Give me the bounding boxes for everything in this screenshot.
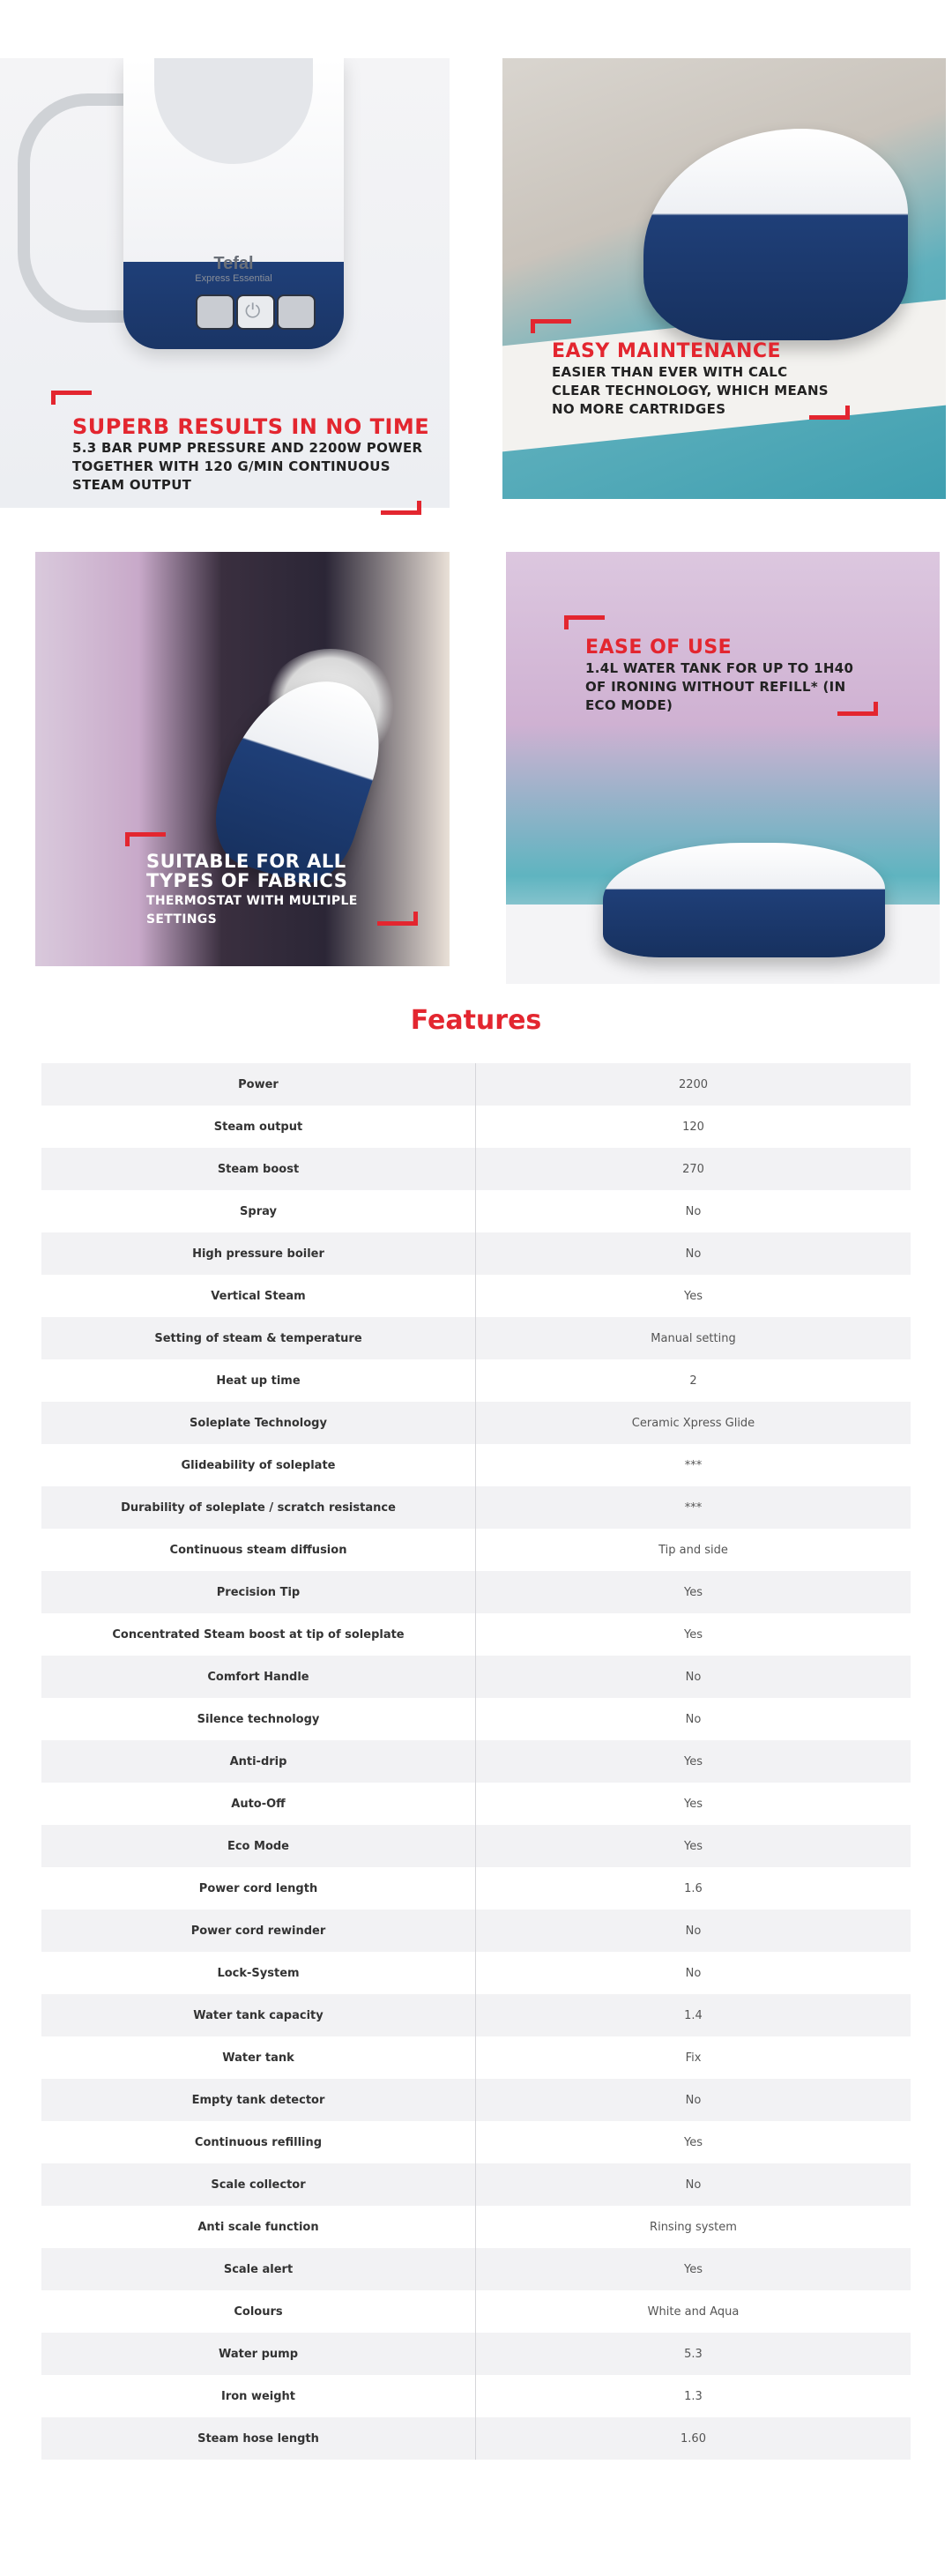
features-heading: Features xyxy=(410,1005,542,1036)
feature-value: Manual setting xyxy=(651,1331,736,1345)
feature-name: High pressure boiler xyxy=(41,1232,476,1275)
table-row xyxy=(41,1232,911,1275)
feature-value: Yes xyxy=(684,2262,703,2276)
table-row xyxy=(41,1317,911,1359)
table-row xyxy=(41,1444,911,1486)
power-button xyxy=(236,294,275,330)
feature-value: 1.60 xyxy=(681,2431,706,2446)
feature-value: 1.6 xyxy=(684,1881,703,1895)
feature-value: 270 xyxy=(682,1162,704,1176)
feature-value: *** xyxy=(684,1500,703,1515)
table-row xyxy=(41,1994,911,2036)
feature-name: Water pump xyxy=(41,2333,476,2375)
steam-station-image xyxy=(603,843,885,957)
panel-1-title: SUPERB RESULTS IN NO TIME xyxy=(72,414,430,439)
table-row xyxy=(41,1402,911,1444)
bracket-bottom-right xyxy=(837,702,878,716)
feature-name: Power cord length xyxy=(41,1867,476,1910)
feature-name: Steam output xyxy=(41,1106,476,1148)
control-button-right xyxy=(277,294,316,330)
table-row xyxy=(41,1571,911,1613)
table-row xyxy=(41,1063,911,1106)
feature-name: Concentrated Steam boost at tip of soleplate xyxy=(41,1613,476,1656)
feature-name: Anti-drip xyxy=(41,1740,476,1783)
model-label: Express Essential xyxy=(195,273,272,284)
table-row xyxy=(41,1740,911,1783)
table-row xyxy=(41,1148,911,1190)
table-row xyxy=(41,1656,911,1698)
table-row xyxy=(41,1613,911,1656)
bracket-top-left xyxy=(51,391,92,405)
feature-value: Rinsing system xyxy=(650,2220,737,2234)
panel-1-text: 5.3 BAR PUMP PRESSURE AND 2200W POWER TOGETHER WITH 120 G/MIN CONTINUOUS STEAM OUTPUT xyxy=(72,440,423,493)
feature-value: Yes xyxy=(684,1754,703,1768)
table-row xyxy=(41,2163,911,2206)
brand-logo: Tefal xyxy=(213,254,254,273)
feature-value: 2200 xyxy=(678,1077,709,1091)
feature-value: *** xyxy=(684,1458,703,1472)
control-button-left xyxy=(196,294,234,330)
feature-value: No xyxy=(685,2178,702,2192)
table-row xyxy=(41,2121,911,2163)
panel-3-title: SUITABLE FOR ALL TYPES OF FABRICS xyxy=(146,851,348,891)
feature-name: Setting of steam & temperature xyxy=(41,1317,476,1359)
panel-easy-maintenance xyxy=(502,58,946,499)
table-row xyxy=(41,2333,911,2375)
features-table xyxy=(41,1063,911,2460)
table-row xyxy=(41,1106,911,1148)
feature-name: Anti scale function xyxy=(41,2206,476,2248)
panel-2-text: EASIER THAN EVER WITH CALC CLEAR TECHNOLOGY, WHICH MEANS NO MORE CARTRIDGES xyxy=(552,364,829,417)
feature-name: Colours xyxy=(41,2290,476,2333)
panel-4-title: EASE OF USE xyxy=(585,637,733,659)
feature-name: Steam boost xyxy=(41,1148,476,1190)
feature-name: Continuous steam diffusion xyxy=(41,1529,476,1571)
bracket-top-left xyxy=(564,615,605,629)
bracket-top-left xyxy=(125,832,166,846)
feature-value: 2 xyxy=(689,1374,697,1388)
feature-name: Empty tank detector xyxy=(41,2079,476,2121)
feature-value: No xyxy=(685,1204,702,1218)
feature-value: No xyxy=(685,1966,702,1980)
table-row xyxy=(41,2248,911,2290)
table-row xyxy=(41,1952,911,1994)
steam-hose-image xyxy=(18,93,132,323)
feature-name: Auto-Off xyxy=(41,1783,476,1825)
feature-value: Yes xyxy=(684,1797,703,1811)
feature-value: Yes xyxy=(684,1627,703,1642)
feature-value: Yes xyxy=(684,1289,703,1303)
feature-name: Iron weight xyxy=(41,2375,476,2417)
feature-value: Yes xyxy=(684,2135,703,2149)
feature-value: No xyxy=(685,1712,702,1726)
feature-value: Fix xyxy=(685,2051,702,2065)
feature-name: Eco Mode xyxy=(41,1825,476,1867)
feature-value: No xyxy=(685,1247,702,1261)
table-row xyxy=(41,2417,911,2460)
feature-value: Yes xyxy=(684,1585,703,1599)
feature-name: Scale alert xyxy=(41,2248,476,2290)
feature-value: 1.3 xyxy=(684,2389,703,2403)
feature-value: Tip and side xyxy=(658,1543,728,1557)
feature-name: Power cord rewinder xyxy=(41,1910,476,1952)
table-row xyxy=(41,1359,911,1402)
table-row xyxy=(41,2206,911,2248)
panel-3-text: THERMOSTAT WITH MULTIPLE SETTINGS xyxy=(146,894,358,927)
feature-name: Water tank capacity xyxy=(41,1994,476,2036)
bracket-top-left xyxy=(531,319,571,333)
feature-value: 120 xyxy=(682,1120,704,1134)
feature-value: Ceramic Xpress Glide xyxy=(631,1416,755,1430)
panel-4-text: 1.4L WATER TANK FOR UP TO 1H40 OF IRONING WITHOUT REFILL* (IN ECO MODE) xyxy=(585,660,854,713)
feature-value: White and Aqua xyxy=(647,2304,740,2319)
panel-2-title: EASY MAINTENANCE xyxy=(552,340,782,362)
feature-name: Vertical Steam xyxy=(41,1275,476,1317)
table-row xyxy=(41,2036,911,2079)
feature-name: Lock-System xyxy=(41,1952,476,1994)
feature-name: Glideability of soleplate xyxy=(41,1444,476,1486)
table-row xyxy=(41,1825,911,1867)
table-row xyxy=(41,1698,911,1740)
feature-name: Comfort Handle xyxy=(41,1656,476,1698)
feature-name: Soleplate Technology xyxy=(41,1402,476,1444)
feature-name: Precision Tip xyxy=(41,1571,476,1613)
table-row xyxy=(41,1190,911,1232)
feature-value: 1.4 xyxy=(684,2008,703,2022)
bracket-bottom-right xyxy=(381,501,421,515)
table-row xyxy=(41,2290,911,2333)
table-row xyxy=(41,1783,911,1825)
feature-value: 5.3 xyxy=(684,2347,703,2361)
feature-value: No xyxy=(685,2093,702,2107)
table-row xyxy=(41,1486,911,1529)
feature-value: No xyxy=(685,1924,702,1938)
feature-name: Continuous refilling xyxy=(41,2121,476,2163)
feature-name: Durability of soleplate / scratch resistance xyxy=(41,1486,476,1529)
feature-name: Power xyxy=(41,1063,476,1106)
feature-name: Steam hose length xyxy=(41,2417,476,2460)
table-row xyxy=(41,2079,911,2121)
feature-name: Heat up time xyxy=(41,1359,476,1402)
feature-value: Yes xyxy=(684,1839,703,1853)
table-row xyxy=(41,1910,911,1952)
feature-name: Spray xyxy=(41,1190,476,1232)
feature-value: No xyxy=(685,1670,702,1684)
table-row xyxy=(41,1275,911,1317)
bracket-bottom-right xyxy=(809,406,850,420)
table-row xyxy=(41,2375,911,2417)
table-row xyxy=(41,1529,911,1571)
feature-name: Water tank xyxy=(41,2036,476,2079)
table-row xyxy=(41,1867,911,1910)
power-icon: ⏻ xyxy=(245,301,261,323)
feature-name: Silence technology xyxy=(41,1698,476,1740)
bracket-bottom-right xyxy=(377,912,418,926)
feature-name: Scale collector xyxy=(41,2163,476,2206)
steam-station-image xyxy=(643,129,908,340)
